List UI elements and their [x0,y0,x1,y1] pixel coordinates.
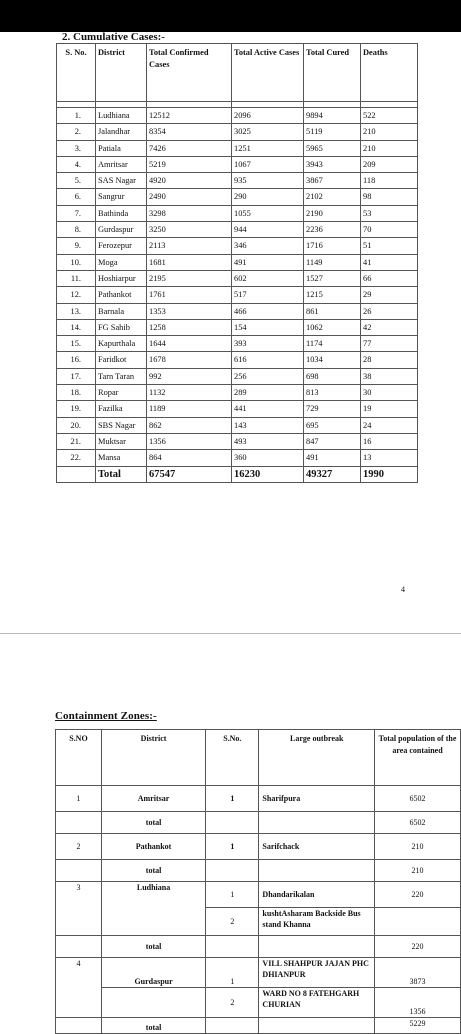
cell-sno: 2. [57,124,96,140]
cell-active: 346 [232,238,304,254]
cell-confirmed: 2195 [147,270,232,286]
cell-deaths: 30 [361,385,418,401]
cell-total-label: total [101,936,205,958]
cell-confirmed: 1356 [147,433,232,449]
table-row [57,336,418,352]
cell-total-value: 220 [375,936,461,958]
cell-district: Ropar [96,385,147,401]
cell-cured: 5119 [304,124,361,140]
cell-district: FG Sahib [96,319,147,335]
cell-sno: 3. [57,140,96,156]
cell-area: kushtAsharam Backside Bus stand Khanna [259,908,375,936]
cell-active: 1055 [232,205,304,221]
table-row [57,401,418,417]
cell-sub-sno: 1 [206,882,259,908]
cell-active: 491 [232,254,304,270]
cell-district: Gurdaspur [96,222,147,238]
cell-cured: 1215 [304,287,361,303]
cell-deaths: 13 [361,450,418,466]
table-row [57,189,418,205]
cell-confirmed: 2490 [147,189,232,205]
table-row-total [56,936,461,958]
header-sno: S. No. [57,44,96,102]
cell-district: SAS Nagar [96,173,147,189]
cell-confirmed: 3298 [147,205,232,221]
table-row-total [56,812,461,834]
cell-district: Mansa [96,450,147,466]
table-header-row [57,44,418,102]
cell-confirmed: 1353 [147,303,232,319]
cell-population: 6502 [375,786,461,812]
cell-active: 143 [232,417,304,433]
cell-sub-sno: 2 [206,908,259,936]
cell-confirmed: 1678 [147,352,232,368]
cell-deaths: 24 [361,417,418,433]
containment-zones-table [55,729,461,1034]
total-active: 16230 [232,466,304,482]
cell-confirmed: 1644 [147,336,232,352]
cell-confirmed: 7426 [147,140,232,156]
cell-district: SBS Nagar [96,417,147,433]
cell-cured: 1716 [304,238,361,254]
cell-area: Dhandarikalan [259,882,375,908]
table-row [57,124,418,140]
cell-district: Sangrur [96,189,147,205]
cell-cured: 3867 [304,173,361,189]
cell-cured: 729 [304,401,361,417]
cell-sno: 3 [56,882,102,936]
cell-confirmed: 8354 [147,124,232,140]
table-row [56,958,461,988]
cell-district: Jalandhar [96,124,147,140]
cell-deaths: 98 [361,189,418,205]
cell-cured: 698 [304,368,361,384]
cell-sno: 5. [57,173,96,189]
cell-population: 210 [375,834,461,860]
table-row [56,834,461,860]
cell-deaths: 118 [361,173,418,189]
cell-active: 289 [232,385,304,401]
cell-area: VILL SHAHPUR JAJAN PHC DHIANPUR [259,958,375,988]
header-large-outbreak: Large outbreak [259,730,375,786]
table-row [57,254,418,270]
total-label: Total [96,466,147,482]
cell-sno: 1. [57,108,96,124]
cell-sub-sno: 1 [206,958,259,988]
cell-cured: 3943 [304,156,361,172]
cell-sno: 12. [57,287,96,303]
cell-deaths: 66 [361,270,418,286]
header-total-population: Total population of the area contained [375,730,461,786]
cumulative-table-body [57,102,418,483]
table-row [57,156,418,172]
cell-confirmed: 4920 [147,173,232,189]
cell-cured: 2102 [304,189,361,205]
cell-confirmed: 12512 [147,108,232,124]
table-row [57,319,418,335]
cell-area: WARD NO 8 FATEHGARH CHURIAN [259,988,375,1018]
total-row [57,466,418,482]
cell-confirmed: 864 [147,450,232,466]
cell-active: 944 [232,222,304,238]
cell-cured: 695 [304,417,361,433]
header-sno: S.NO [56,730,102,786]
cell-deaths: 51 [361,238,418,254]
table-row [57,270,418,286]
cell-sno: 8. [57,222,96,238]
cumulative-cases-table [56,43,418,483]
cell-deaths: 210 [361,124,418,140]
cell-district: Ludhiana [101,882,205,936]
table-header-row [56,730,461,786]
cell-deaths: 53 [361,205,418,221]
table-row [57,108,418,124]
cell-sno: 10. [57,254,96,270]
cell-active: 602 [232,270,304,286]
cell-sno: 16. [57,352,96,368]
table-row [56,882,461,908]
cell-sno: 13. [57,303,96,319]
table-row [57,238,418,254]
table-row [57,222,418,238]
cell-cured: 1527 [304,270,361,286]
table-row [57,303,418,319]
cell-cured: 2190 [304,205,361,221]
cell-population: 220 [375,882,461,908]
cell-area: Sarifchack [259,834,375,860]
header-deaths: Deaths [361,44,418,102]
cell-sno: 9. [57,238,96,254]
cell-sub-sno: 2 [206,988,259,1018]
cell-deaths: 28 [361,352,418,368]
cell-cured: 5965 [304,140,361,156]
cell-confirmed: 862 [147,417,232,433]
cell-sno: 15. [57,336,96,352]
cell-deaths: 41 [361,254,418,270]
table-row [56,786,461,812]
table-row [57,417,418,433]
cell-sno: 14. [57,319,96,335]
cell-area: Sharifpura [259,786,375,812]
cell-deaths: 42 [361,319,418,335]
cell-deaths: 77 [361,336,418,352]
total-cured: 49327 [304,466,361,482]
cell-sno: 2 [56,834,102,860]
cell-district: Kapurthala [96,336,147,352]
cell-district: Ludhiana [96,108,147,124]
table-row [57,368,418,384]
cell-district: Fazilka [96,401,147,417]
cell-active: 393 [232,336,304,352]
cell-cured: 1034 [304,352,361,368]
cell-district: Amritsar [101,786,205,812]
table-row [57,385,418,401]
cell-active: 256 [232,368,304,384]
cell-deaths: 29 [361,287,418,303]
cell-sno: 17. [57,368,96,384]
cell-cured: 9894 [304,108,361,124]
cell-sno: 19. [57,401,96,417]
cell-active: 2096 [232,108,304,124]
cell-total-label: total [101,812,205,834]
cell-active: 1067 [232,156,304,172]
cell-cured: 1062 [304,319,361,335]
cell-active: 360 [232,450,304,466]
cell-deaths: 70 [361,222,418,238]
total-confirmed: 67547 [147,466,232,482]
page-number: 4 [401,585,405,594]
cell-district: Faridkot [96,352,147,368]
cell-total-value: 5229 [375,1018,461,1034]
cell-cured: 1174 [304,336,361,352]
cell-total-label: total [101,860,205,882]
cell-district: Ferozepur [96,238,147,254]
cell-sno: 18. [57,385,96,401]
cell-cured: 813 [304,385,361,401]
cell-active: 517 [232,287,304,303]
cell-confirmed: 1189 [147,401,232,417]
cell-district: Muktsar [96,433,147,449]
cell-district: Pathankot [96,287,147,303]
cell-district: Bathinda [96,205,147,221]
cell-district: Tarn Taran [96,368,147,384]
cell-population: 1356 [375,988,461,1018]
cell-confirmed: 2113 [147,238,232,254]
cell-active: 935 [232,173,304,189]
cell-deaths: 16 [361,433,418,449]
cell-total-value: 210 [375,860,461,882]
table-row [57,140,418,156]
table-row [57,433,418,449]
table-row [56,988,461,1018]
total-deaths: 1990 [361,466,418,482]
cell-deaths: 209 [361,156,418,172]
cell-confirmed: 5219 [147,156,232,172]
cell-sub-sno: 1 [206,786,259,812]
cell-active: 3025 [232,124,304,140]
cell-district: Barnala [96,303,147,319]
header-total-cured: Total Cured [304,44,361,102]
cell-confirmed: 1132 [147,385,232,401]
cell-active: 154 [232,319,304,335]
cell-sno: 4 [56,958,102,1018]
cell-confirmed: 1258 [147,319,232,335]
cell-confirmed: 992 [147,368,232,384]
cell-deaths: 26 [361,303,418,319]
cell-sno: 6. [57,189,96,205]
cell-district: Hoshiarpur [96,270,147,286]
header-district: District [96,44,147,102]
cell-sno: 11. [57,270,96,286]
cell-active: 466 [232,303,304,319]
cell-sno: 20. [57,417,96,433]
header-district: District [101,730,205,786]
table-row [57,173,418,189]
cell-sno: 21. [57,433,96,449]
header-total-active: Total Active Cases [232,44,304,102]
cell-district: Pathankot [101,834,205,860]
cell-deaths: 522 [361,108,418,124]
page-divider [0,633,461,634]
cell-cured: 861 [304,303,361,319]
cell-active: 441 [232,401,304,417]
cell-sub-sno: 1 [206,834,259,860]
cell-active: 1251 [232,140,304,156]
cell-confirmed: 1761 [147,287,232,303]
cell-confirmed: 1681 [147,254,232,270]
header-sub-sno: S.No. [206,730,259,786]
containment-zones-title: Containment Zones:- [55,710,157,722]
cell-active: 493 [232,433,304,449]
cell-deaths: 210 [361,140,418,156]
cell-cured: 491 [304,450,361,466]
cell-active: 616 [232,352,304,368]
table-row [57,450,418,466]
cell-sno: 1 [56,786,102,812]
cell-sno: 22. [57,450,96,466]
cell-cured: 2236 [304,222,361,238]
cell-total-value: 6502 [375,812,461,834]
cumulative-cases-title: 2. Cumulative Cases:- [62,31,165,43]
cell-deaths: 19 [361,401,418,417]
table-row-total [56,860,461,882]
cell-population: 3873 [375,958,461,988]
cell-deaths: 38 [361,368,418,384]
cell-district: Amritsar [96,156,147,172]
top-black-bar [0,0,461,32]
cell-confirmed: 3250 [147,222,232,238]
table-row-total [56,1018,461,1034]
cell-district: Patiala [96,140,147,156]
cell-sno: 7. [57,205,96,221]
cell-sno: 4. [57,156,96,172]
cell-district: Moga [96,254,147,270]
cell-district: Gurdaspur [101,958,205,988]
cell-active: 290 [232,189,304,205]
table-row [57,205,418,221]
table-row [57,352,418,368]
header-total-confirmed: Total Confirmed Cases [147,44,232,102]
cell-cured: 1149 [304,254,361,270]
table-row [57,287,418,303]
cell-cured: 847 [304,433,361,449]
cell-total-label: total [101,1018,205,1034]
